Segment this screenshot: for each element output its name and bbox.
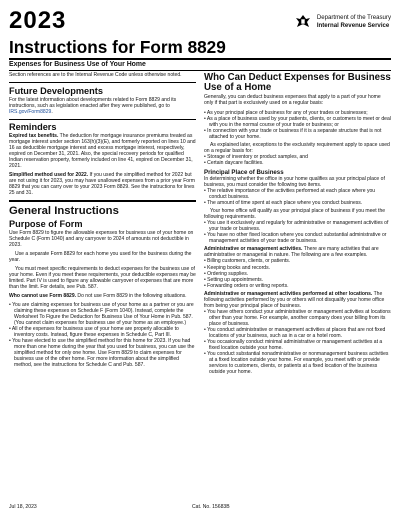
right-column [204,73,391,376]
list-item: • You occasionally conduct minimal administrative or management activities at a fixed location outside your home. [204,340,391,352]
ppb-paragraph-2: Your home office will qualify as your principal place of business if you meet the following requirements. [204,208,386,220]
list-item: • You are claiming expenses for business use of your home as a partner or you are claiming these expenses on Schedule F (Form 1040). Instead, complete the Worksheet To Figure the Deduction for Business Use of Your Home in Pub. 587. (You cannot claim expenses for business use of your home as an employee.) [9,303,196,327]
who-paragraph-1: Generally, you can deduct business expenses that apply to a part of your home only if that part is exclusively used on a regular basis: [204,94,381,107]
list-item: • As your principal place of business for any of your trades or businesses; [204,111,391,117]
list-item: • You conduct substantial nonadministrative or nonmanagement business activities at a fixed location outside your home. For example, you meet with or provide services to customers, clients, or patients at a fixed location of the business outside your home. [204,352,391,376]
list-item: • As a place of business used by your patients, clients, or customers to meet or deal with you in the normal course of your trade or business; or [204,117,391,129]
subtitle-rule [9,70,391,71]
list-item: • Keeping books and records. [204,266,391,272]
page-title: Instructions for Form 8829 [9,37,226,57]
purpose-paragraph-3: You must meet specific requirements to deduct expenses for the business use of your home. Even if you meet these requirements, your deductible expenses may be limited. Part IV is used to figure any allowable carryover of expenses that are more than the limit. For details, see Pub. 587. [9,266,196,290]
page-footer [9,504,391,510]
list-item: • You have elected to use the simplified method for this home for 2023. If you had more than one home during the year that you used for business, you can use the simplified method for only one home. Use Form 8829 to claim expenses for business use of the other home. For more information about the simplified method, see the instructions for Schedule C and Pub. 587. [9,339,196,369]
list-item: • You have no other fixed location where you conduct substantial administrative or management activities of your trade or business. [204,233,391,245]
who-can-deduct-heading: Who Can Deduct Expenses for Business Use of a Home [204,72,391,94]
list-item: • Storage of inventory or product samples, and [204,155,391,161]
treasury-header [293,12,391,32]
form8829-link[interactable]: IRS.gov/Form8829 [9,108,52,115]
catalog-number: Cat. No. 15683B [192,504,230,510]
tax-year [9,9,66,33]
future-developments-heading: Future Developments [9,82,196,96]
list-item: • Ordering supplies. [204,272,391,278]
list-item: • All of the expenses for business use of your home are properly allocable to inventory costs. Instead, figure these expenses in Schedule C, Part III. [9,327,196,339]
future-developments-text: For the latest information about developments related to Form 8829 and its instructions, such as legislation enacted after they were published, go to IRS.gov/Form8829. [9,96,177,115]
page-subtitle: Expenses for Business Use of Your Home [9,61,146,68]
list-item: • In connection with your trade or business if it is a separate structure that is not attached to your home. [204,129,391,141]
list-item: • You conduct administrative or management activities at places that are not fixed locations of your business, such as in a car or a hotel room. [204,328,391,340]
list-item: • Certain daycare facilities. [204,161,391,167]
purpose-paragraph-2: Use a separate Form 8829 for each home you used for the business during the year. [9,250,192,263]
reminders-heading: Reminders [9,119,196,133]
treasury-seal-icon [293,12,313,32]
list-item: • Forwarding orders or writing reports. [204,284,391,290]
purpose-heading: Purpose of Form [9,218,83,229]
list-item: • Setting up appointments. [204,278,391,284]
intro-note: Section references are to the Internal Revenue Code unless otherwise noted. [9,72,182,78]
list-item: • Billing customers, clients, or patients. [204,259,391,265]
list-item: • You have others conduct your administrative or management activities at locations other than your home. For example, another company does your billing from its place of business. [204,310,391,328]
department-name: Department of the Treasury [316,14,391,22]
list-item: • The relative importance of the activities performed at each place where you conduct business. [204,189,391,201]
general-instructions-heading: General Instructions [9,200,196,217]
revision-date: Jul 18, 2023 [9,504,37,510]
who-cannot-use: Who cannot use Form 8829. Do not use Form 8829 in the following situations. [9,293,187,300]
principal-place-heading: Principal Place of Business [204,168,284,176]
reminder-expired-benefits: Expired tax benefits. The deduction for mortgage insurance premiums treated as mortgage interest under section 163(h)(3)(E), and formerly reported on lines 10 and 16 as deductible mortgage interest and excess mortgage interest, respectively, expired on December 31, 2021. Also, the special recovery periods for qualified Indian reservation property, formerly included on line 41, expired on December 31, 2021. [9,133,196,169]
who-paragraph-2: As explained later, exceptions to the exclusivity requirement apply to space used on a regular basis for: [204,141,390,154]
left-column [9,73,196,369]
admin-activities: Administrative or management activities. There are many activities that are administrative or managerial in nature. The following are a few examples. [204,246,379,259]
agency-name: Internal Revenue Service [316,22,390,29]
title-rule [9,58,391,60]
tax-year-text: 2023 [9,7,67,34]
list-item: • The amount of time spent at each place where you conduct business. [204,201,391,207]
list-item: • You use it exclusively and regularly for administrative or management activities of your trade or business. [204,221,391,233]
purpose-paragraph-1: Use Form 8829 to figure the allowable expenses for business use of your home on Schedule C (Form 1040) and any carryover to 2024 of amounts not deductible in 2023. [9,229,194,248]
ppb-paragraph-1: In determining whether the office in your home qualifies as your principal place of business, you must consider the following two items. [204,175,385,188]
other-locations: Administrative or management activities performed at other locations. The following activities performed by you or others will not disqualify your home office from being your principal place of business. [204,290,385,309]
reminder-simplified-method: Simplified method used for 2022. If you used the simplified method for 2022 but are not using it for 2023, you may have unallowed expenses from a prior year Form 8829 that you can carry over to your 2023 Form 8829. See the instructions for lines 25 and 31. [9,172,195,196]
